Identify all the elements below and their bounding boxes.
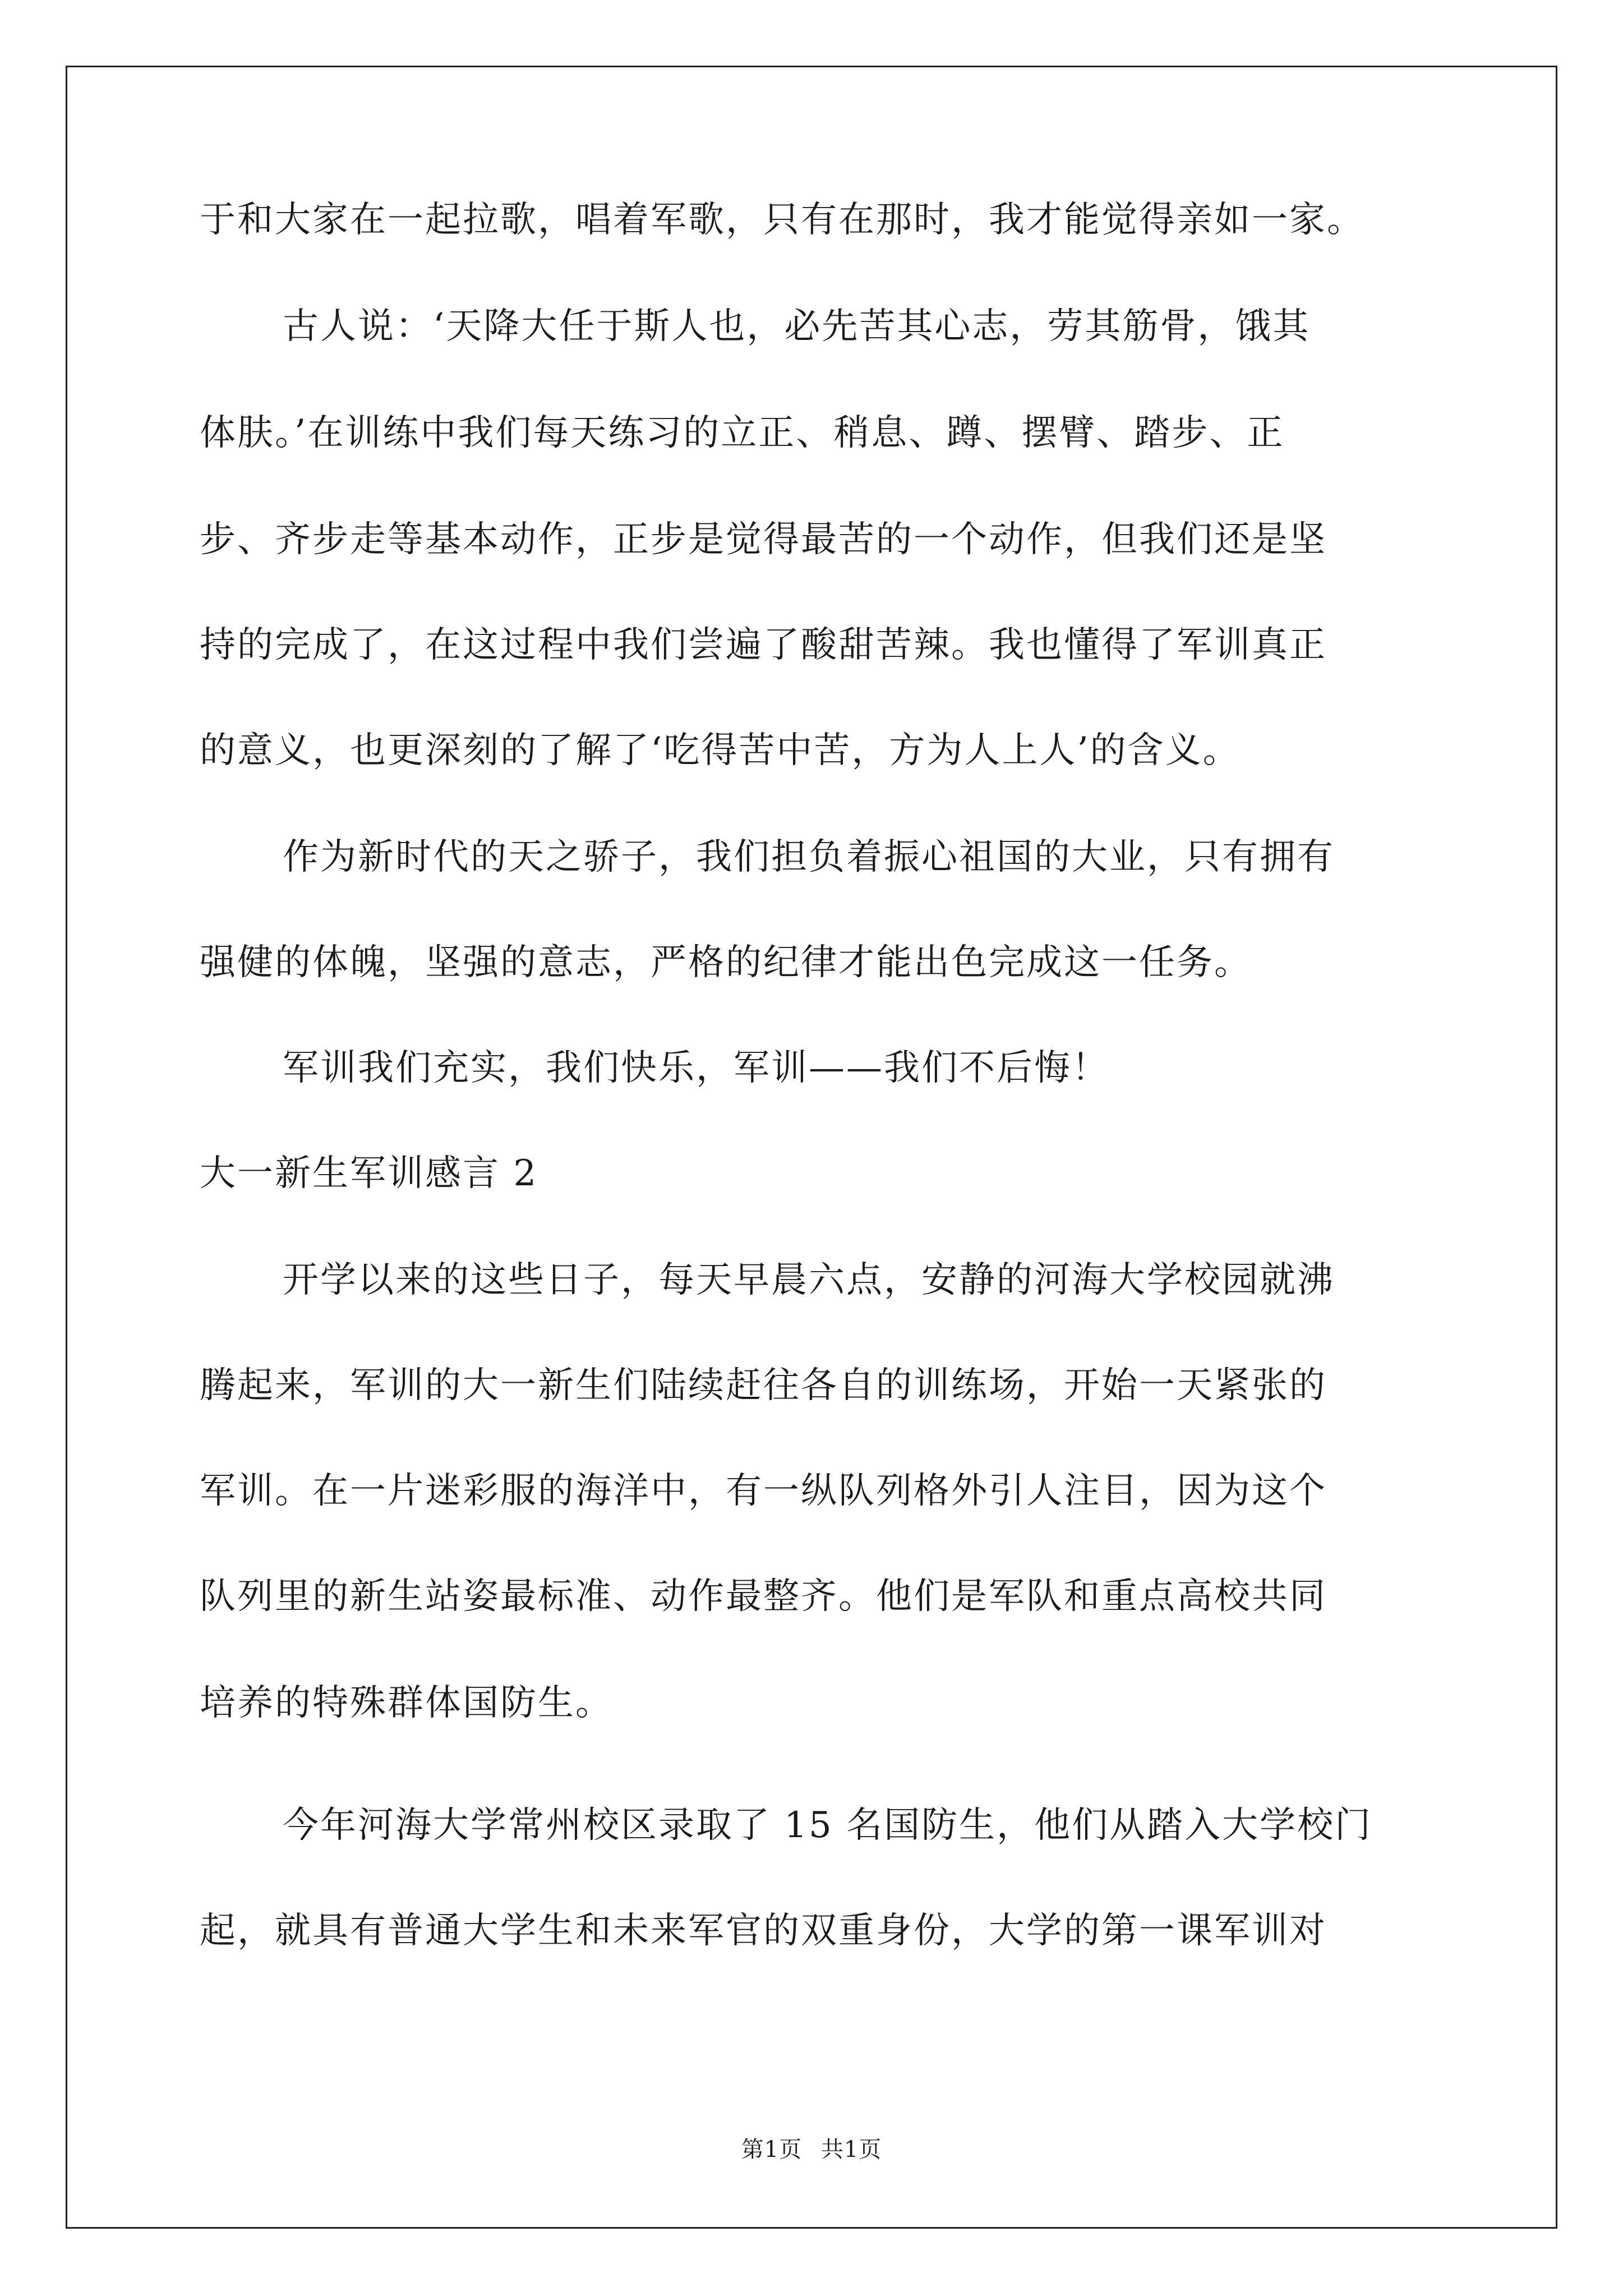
text-line: 古人说：‘天降大任于斯人也，必先苦其心志，劳其筋骨，饿其 bbox=[283, 306, 1311, 347]
text-line: 强健的体魄，坚强的意志，严格的纪律才能出色完成这一任务。 bbox=[200, 942, 1252, 983]
text-line: 军训我们充实，我们快乐，军训——我们不后悔！ bbox=[283, 1047, 1109, 1089]
text-line: 队列里的新生站姿最标准、动作最整齐。他们是军队和重点高校共同 bbox=[200, 1576, 1327, 1617]
section-heading: 大一新生军训感言 2 bbox=[200, 1153, 538, 1194]
page-footer bbox=[0, 2136, 1623, 2163]
page-border bbox=[66, 66, 1557, 2229]
text-line: 开学以来的这些日子，每天早晨六点，安静的河海大学校园就沸 bbox=[283, 1259, 1335, 1301]
text-line: 步、齐步走等基本动作，正步是觉得最苦的一个动作，但我们还是坚 bbox=[200, 519, 1327, 560]
text-line: 的意义，也更深刻的了解了‘吃得苦中苦，方为人上人’的含义。 bbox=[200, 730, 1241, 771]
page-number: 第1页 bbox=[741, 2137, 803, 2162]
text-line: 体肤。’在训练中我们每天练习的立正、稍息、蹲、摆臂、踏步、正 bbox=[200, 412, 1285, 454]
page-total: 共1页 bbox=[820, 2137, 882, 2162]
text-line: 作为新时代的天之骄子，我们担负着振心祖国的大业，只有拥有 bbox=[283, 836, 1335, 878]
text-line: 持的完成了，在这过程中我们尝遍了酸甜苦辣。我也懂得了军训真正 bbox=[200, 624, 1327, 666]
text-line: 于和大家在一起拉歌，唱着军歌，只有在那时，我才能觉得亲如一家。 bbox=[200, 199, 1364, 241]
text-line: 今年河海大学常州校区录取了 15 名国防生，他们从踏入大学校门 bbox=[283, 1805, 1373, 1846]
text-line: 起，就具有普通大学生和未来军官的双重身份，大学的第一课军训对 bbox=[200, 1910, 1327, 1952]
text-line: 腾起来，军训的大一新生们陆续赶往各自的训练场，开始一天紧张的 bbox=[200, 1365, 1327, 1406]
text-line: 培养的特殊群体国防生。 bbox=[200, 1682, 613, 1724]
text-line: 军训。在一片迷彩服的海洋中，有一纵队列格外引人注目，因为这个 bbox=[200, 1470, 1327, 1512]
